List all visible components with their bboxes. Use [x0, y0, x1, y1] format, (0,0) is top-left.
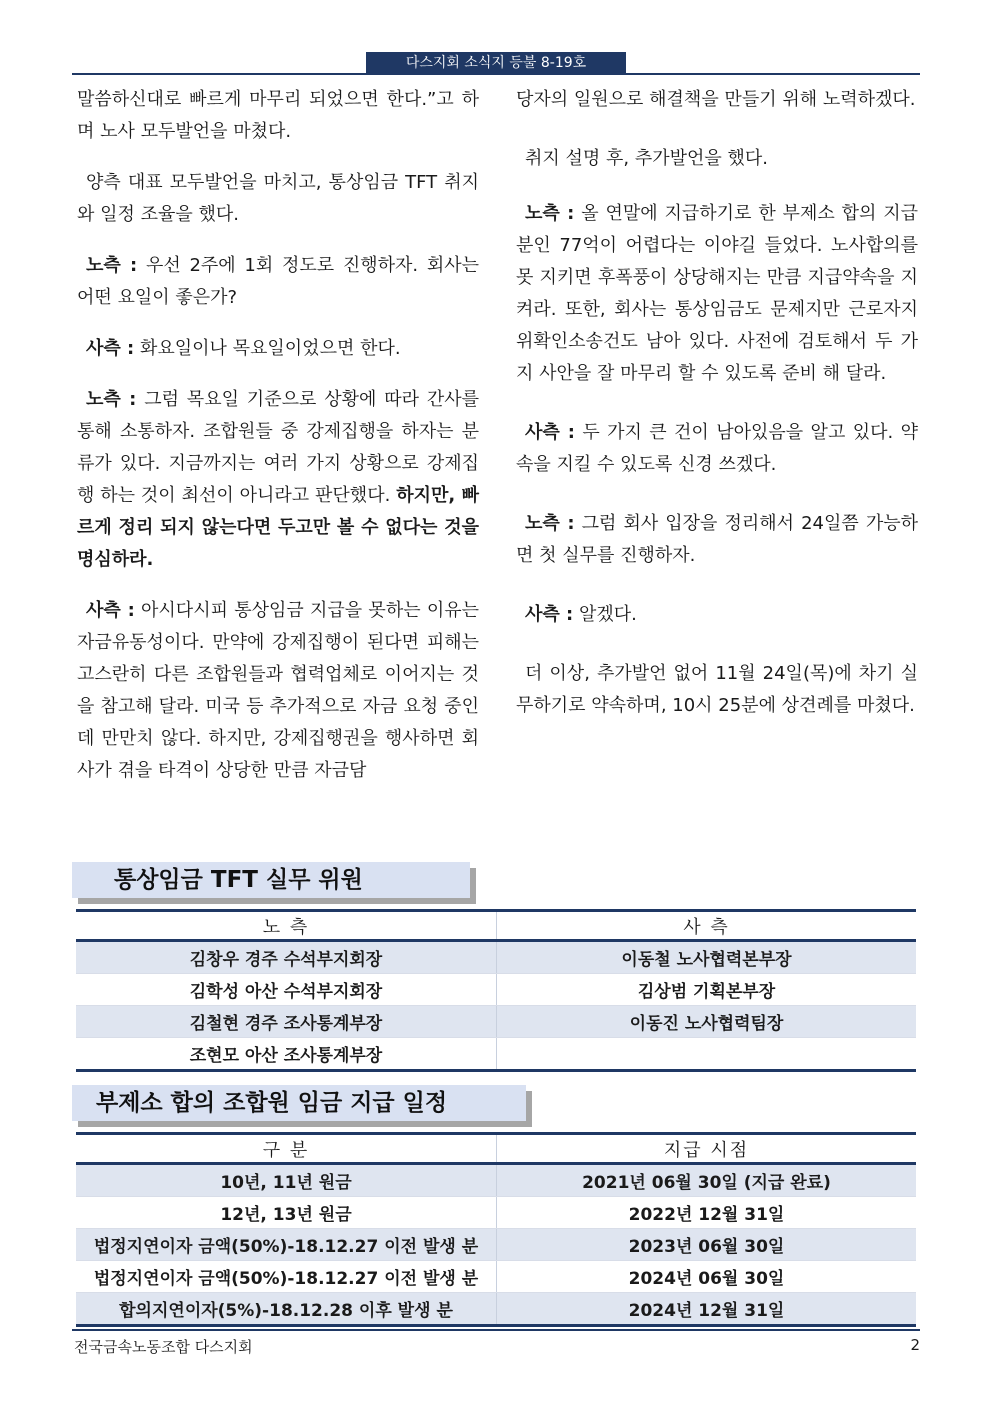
dialogue-text: 올 연말에 지급하기로 한 부제소 합의 지급분인 77억이 어렵다는 이야길 들었다. 노사합의를 못 지키면 후폭풍이 상당해지는 만큼 지급약속을 지켜라. 또한, 회사는 통상임금도 문제지만 근로자지위확인소송건도 남아 있다. 사전에 검토해서 두 가지 사안을 잘 마무리 할 수 있도록 준비 해 달라.: [516, 203, 918, 384]
paragraph: 취지 설명 후, 추가발언을 했다.: [525, 148, 768, 169]
speaker-label: 노측 :: [525, 513, 575, 534]
table-cell: 김학성 아산 수석부지회장: [76, 974, 497, 1006]
table-row: [76, 1038, 916, 1071]
header-divider: [72, 73, 920, 75]
table-cell: 법정지연이자 금액(50%)-18.12.27 이전 발생 분: [76, 1261, 497, 1293]
table-cell: 2021년 06월 30일 (지급 완료): [497, 1164, 917, 1197]
speaker-label: 사측 :: [525, 422, 575, 443]
table-row: [76, 1164, 916, 1197]
table-cell: 12년, 13년 원금: [76, 1197, 497, 1229]
table-cell: 이동진 노사협력팀장: [497, 1006, 917, 1038]
table-row: [76, 1293, 916, 1326]
page-number: 2: [910, 1336, 920, 1354]
column-header: 사 측: [497, 911, 917, 941]
right-text-column: [516, 84, 918, 741]
table-row: [76, 1006, 916, 1038]
table-cell: 2024년 06월 30일: [497, 1261, 917, 1293]
table-cell: 10년, 11년 원금: [76, 1164, 497, 1197]
column-header: 구 분: [76, 1134, 497, 1164]
dialogue-text: 우선 2주에 1회 정도로 진행하자. 회사는 어떤 요일이 좋은가?: [77, 255, 479, 308]
speaker-label: 사측 :: [86, 338, 135, 359]
payment-schedule-table: [76, 1132, 916, 1327]
tft-members-table: [76, 909, 916, 1072]
table-cell: 2024년 12월 31일: [497, 1293, 917, 1326]
table-row: [76, 941, 916, 974]
table-cell: 합의지연이자(5%)-18.12.28 이후 발생 분: [76, 1293, 497, 1326]
dialogue-paragraph: [77, 384, 479, 576]
speaker-label: 사측 :: [86, 600, 135, 621]
paragraph: 양측 대표 모두발언을 마치고, 통상임금 TFT 취지와 일정 조율을 했다.: [77, 172, 479, 225]
table-row: [76, 974, 916, 1006]
dialogue-paragraph: [77, 595, 479, 787]
dialogue-text: 그럼 목요일 기준으로 상황에 따라 간사를 통해 소통하자. 조합원들 중 강제집행을 하자는 분류가 있다. 지금까지는 여러 가지 상황으로 강제집행 하는 것이 최선이 아니라고 판단했다.: [77, 389, 479, 506]
dialogue-paragraph: [516, 417, 918, 481]
table-cell: 2022년 12월 31일: [497, 1197, 917, 1229]
table-header-row: [76, 1134, 916, 1164]
dialogue-paragraph: [516, 599, 918, 631]
schedule-section-title: 부제소 합의 조합원 임금 지급 일정: [72, 1085, 526, 1121]
table-cell: 이동철 노사협력본부장: [497, 941, 917, 974]
table-cell: 조현모 아산 조사통계부장: [76, 1038, 497, 1071]
speaker-label: 노측 :: [525, 203, 575, 224]
newsletter-header: 다스지회 소식지 등불 8-19호: [366, 52, 626, 74]
dialogue-text: 알겠다.: [573, 604, 637, 625]
left-text-column: [77, 84, 479, 806]
footer-divider: [72, 1329, 920, 1331]
paragraph: 당자의 일원으로 해결책을 만들기 위해 노력하겠다.: [516, 89, 916, 110]
dialogue-paragraph: [77, 250, 479, 314]
emphasis-text: 하지만, 빠르게 정리 되지 않는다면 두고만 볼 수 없다는 것을 명심하라.: [77, 485, 479, 570]
speaker-label: 노측 :: [86, 389, 137, 410]
footer-org: 전국금속노동조합 다스지회: [74, 1338, 253, 1356]
table-header-row: [76, 911, 916, 941]
dialogue-paragraph: [77, 333, 479, 365]
table-cell: 김창우 경주 수석부지회장: [76, 941, 497, 974]
paragraph: 말씀하신대로 빠르게 마무리 되었으면 한다.”고 하며 노사 모두발언을 마쳤다.: [77, 89, 479, 142]
dialogue-text: 그럼 회사 입장을 정리해서 24일쯤 가능하면 첫 실무를 진행하자.: [516, 513, 918, 566]
table-cell: [497, 1038, 917, 1071]
table-cell: 법정지연이자 금액(50%)-18.12.27 이전 발생 분: [76, 1229, 497, 1261]
dialogue-text: 화요일이나 목요일이었으면 한다.: [134, 338, 401, 359]
speaker-label: 노측 :: [86, 255, 138, 276]
table-row: [76, 1229, 916, 1261]
table-cell: 2023년 06월 30일: [497, 1229, 917, 1261]
table-row: [76, 1197, 916, 1229]
dialogue-text: 두 가지 큰 건이 남아있음을 알고 있다. 약속을 지킬 수 있도록 신경 쓰겠다.: [516, 422, 918, 475]
tft-section-title: 통상임금 TFT 실무 위원: [72, 862, 470, 898]
table-cell: 김철현 경주 조사통계부장: [76, 1006, 497, 1038]
dialogue-text: 아시다시피 통상임금 지급을 못하는 이유는 자금유동성이다. 만약에 강제집행이 된다면 피해는 고스란히 다른 조합원들과 협력업체로 이어지는 것을 참고해 달라. 미국 등 추가적으로 자금 요청 중인데 만만치 않다. 하지만, 강제집행권을 행사하면 회사가 겪을 타격이 상당한 만큼 자금담: [77, 600, 480, 781]
column-header: 지급 시점: [497, 1134, 917, 1164]
table-row: [76, 1261, 916, 1293]
column-header: 노 측: [76, 911, 497, 941]
paragraph: 더 이상, 추가발언 없어 11월 24일(목)에 차기 실무하기로 약속하며, 10시 25분에 상견례를 마쳤다.: [516, 663, 918, 716]
dialogue-paragraph: [516, 508, 918, 572]
speaker-label: 사측 :: [525, 604, 574, 625]
table-cell: 김상범 기획본부장: [497, 974, 917, 1006]
dialogue-paragraph: [516, 198, 918, 390]
